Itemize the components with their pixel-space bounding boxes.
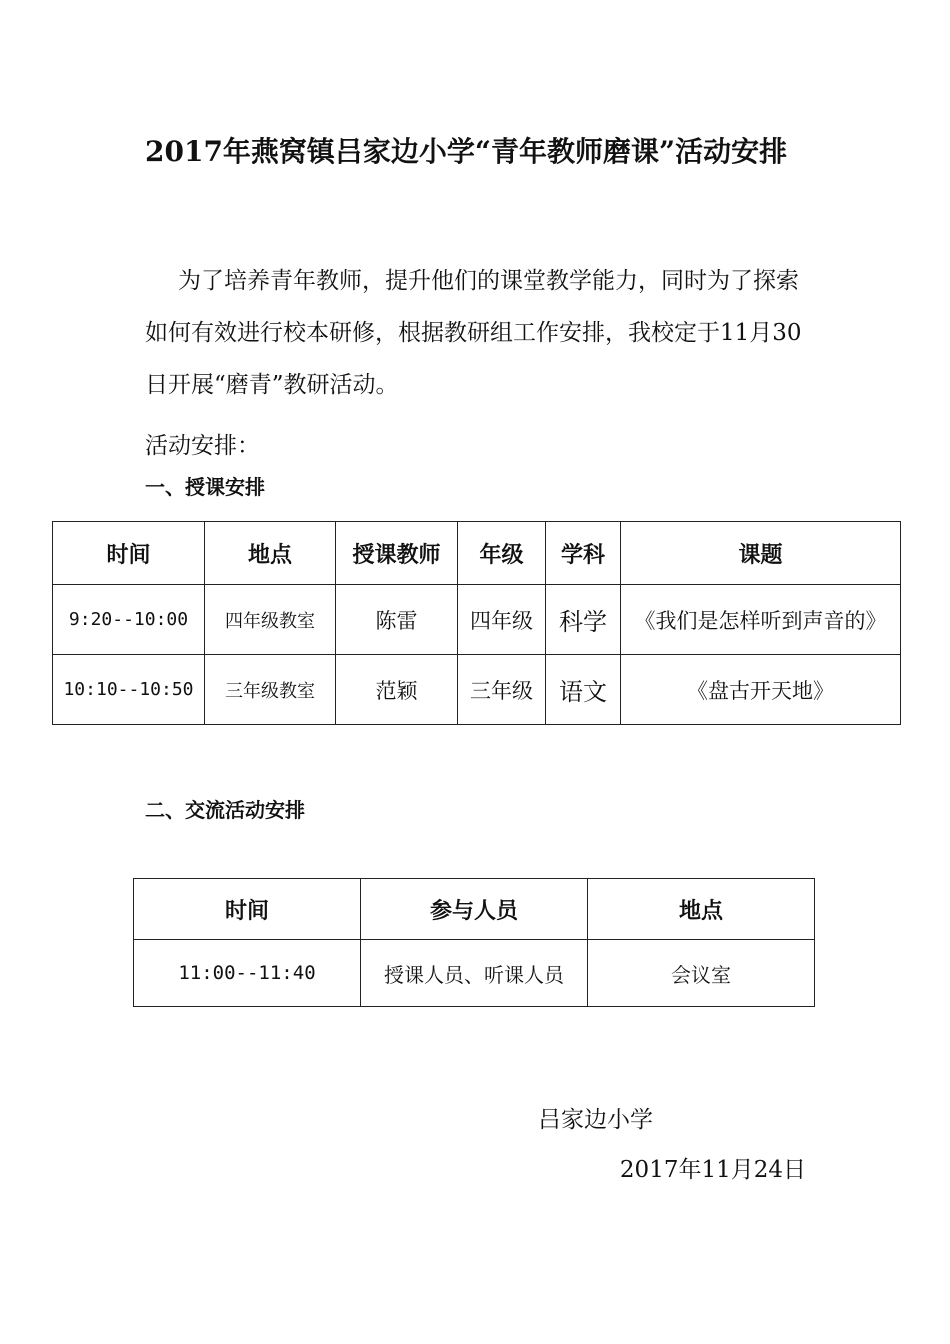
cell-location: 会议室 bbox=[588, 940, 815, 1007]
signature-date: 2017年11月24日 bbox=[619, 1157, 806, 1183]
section-heading-exchange: 二、交流活动安排 bbox=[145, 798, 305, 822]
column-header-time: 时间 bbox=[53, 522, 205, 585]
column-header-location: 地点 bbox=[588, 879, 815, 940]
cell-topic: 《盘古开天地》 bbox=[621, 655, 901, 725]
teaching-schedule-table bbox=[52, 521, 901, 725]
intro-paragraph: 为了培养青年教师，提升他们的课堂教学能力，同时为了探索如何有效进行校本研修，根据教研组工作安排，我校定于11月30日开展“磨青”教研活动。 bbox=[145, 268, 802, 398]
exchange-schedule-table bbox=[133, 878, 815, 1007]
cell-teacher: 范颖 bbox=[336, 655, 458, 725]
cell-time: 11:00--11:40 bbox=[134, 940, 361, 1007]
cell-participants: 授课人员、听课人员 bbox=[361, 940, 588, 1007]
column-header-teacher: 授课教师 bbox=[336, 522, 458, 585]
column-header-subject: 学科 bbox=[546, 522, 621, 585]
column-header-grade: 年级 bbox=[458, 522, 546, 585]
table-header-row bbox=[134, 879, 815, 940]
section-heading-teaching: 一、授课安排 bbox=[145, 475, 265, 499]
page-title: 2017年燕窝镇吕家边小学“青年教师磨课”活动安排 bbox=[145, 135, 788, 168]
cell-grade: 四年级 bbox=[458, 585, 546, 655]
table-header-row bbox=[53, 522, 901, 585]
table-row bbox=[53, 655, 901, 725]
cell-subject: 语文 bbox=[546, 655, 621, 725]
signature-school: 吕家边小学 bbox=[538, 1107, 653, 1133]
cell-subject: 科学 bbox=[546, 585, 621, 655]
schedule-label: 活动安排： bbox=[145, 433, 260, 459]
cell-teacher: 陈雷 bbox=[336, 585, 458, 655]
cell-grade: 三年级 bbox=[458, 655, 546, 725]
column-header-location: 地点 bbox=[205, 522, 336, 585]
column-header-topic: 课题 bbox=[621, 522, 901, 585]
cell-location: 四年级教室 bbox=[205, 585, 336, 655]
cell-time: 10:10--10:50 bbox=[53, 655, 205, 725]
table-row bbox=[134, 940, 815, 1007]
cell-topic: 《我们是怎样听到声音的》 bbox=[621, 585, 901, 655]
table-row bbox=[53, 585, 901, 655]
cell-time: 9:20--10:00 bbox=[53, 585, 205, 655]
column-header-time: 时间 bbox=[134, 879, 361, 940]
cell-location: 三年级教室 bbox=[205, 655, 336, 725]
column-header-participants: 参与人员 bbox=[361, 879, 588, 940]
